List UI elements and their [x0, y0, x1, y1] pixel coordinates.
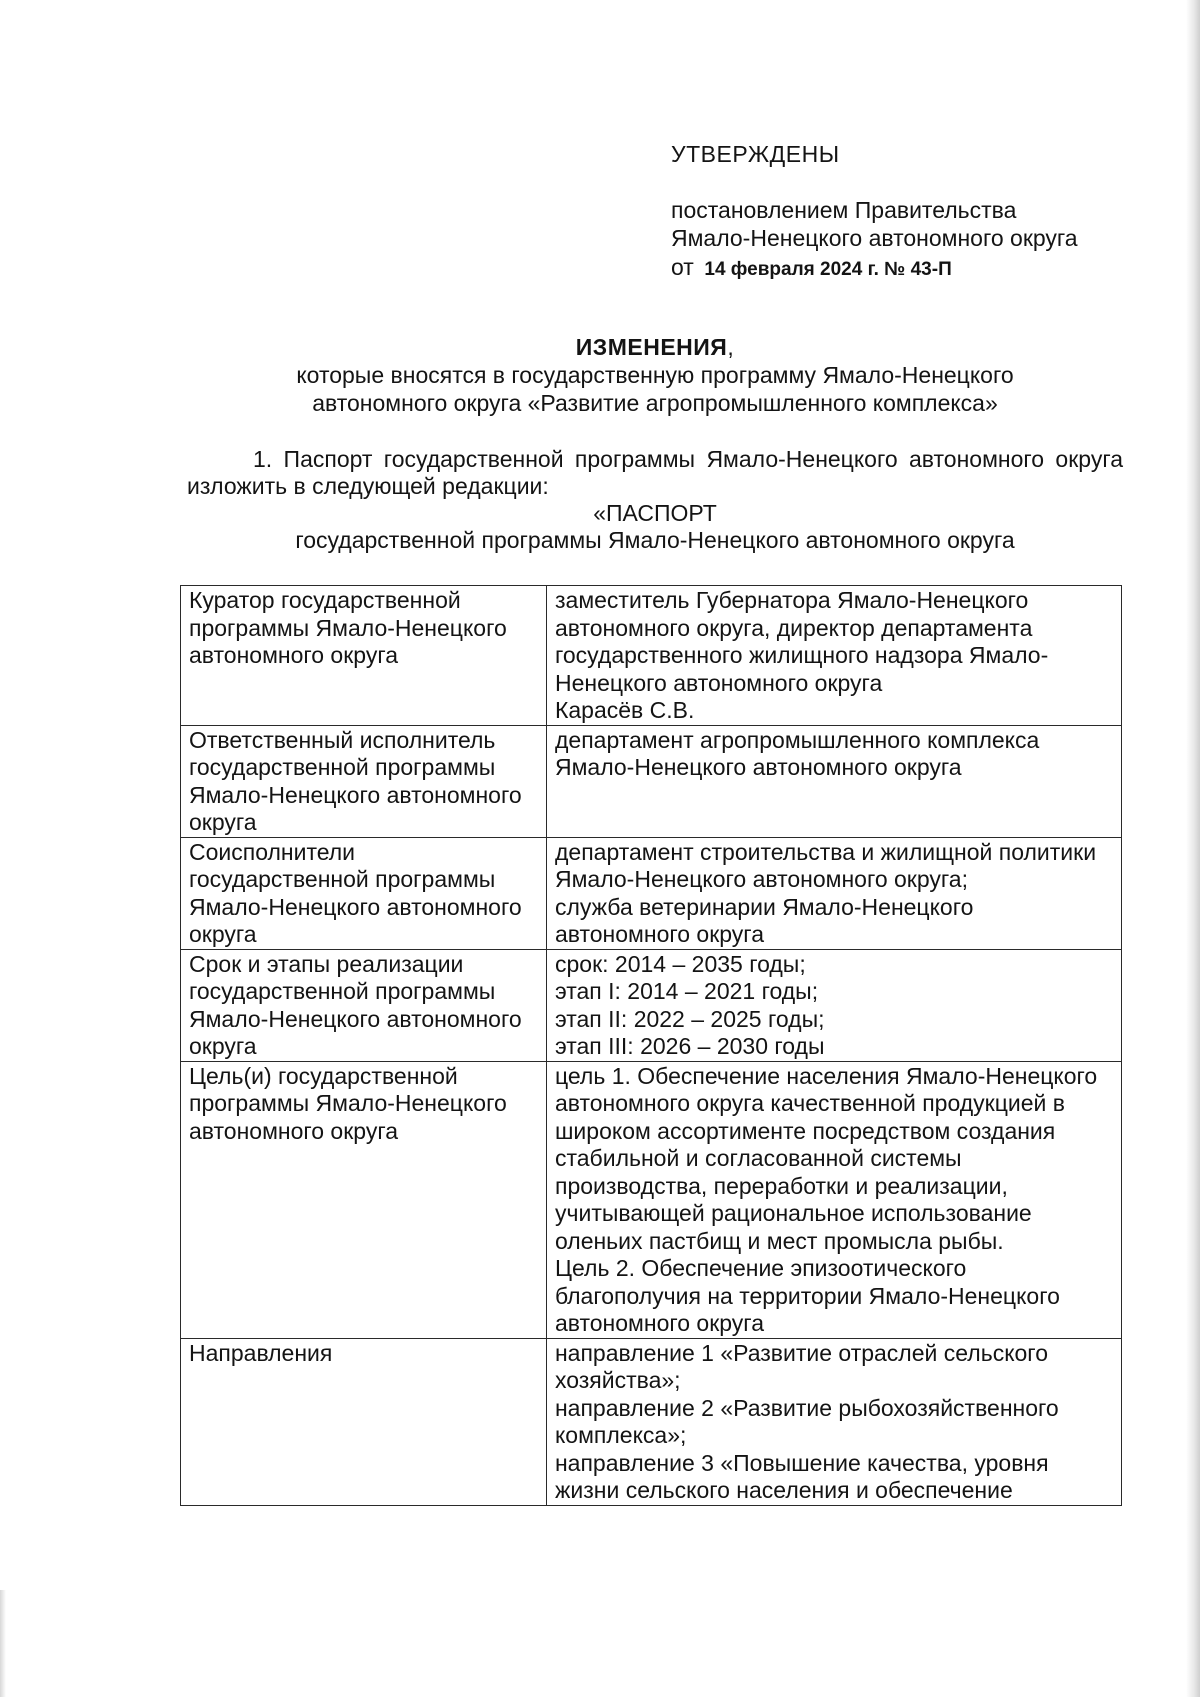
paragraph-1: 1. Паспорт государственной программы Ямало-Ненецкого автономного округа изложить в следующей редакции:	[187, 446, 1123, 499]
row-value	[546, 1061, 1121, 1338]
table-row	[181, 586, 1122, 726]
page-left-shadow	[0, 1590, 6, 1697]
passport-heading-1: «ПАСПОРТ	[593, 500, 717, 526]
date-value: 14 февраля 2024 г. № 43-П	[704, 259, 952, 280]
title-heading-line	[180, 333, 1130, 361]
row-value-line: этап II: 2022 – 2025 годы;	[554, 1005, 825, 1032]
row-value	[546, 725, 1121, 837]
row-value-line: департамент строительства и жилищной политики Ямало-Ненецкого автономного округа;	[554, 838, 1097, 892]
table-row	[181, 837, 1122, 949]
title-subline-1: которые вносятся в государственную программу Ямало-Ненецкого	[296, 362, 1014, 388]
row-value-line: служба ветеринарии Ямало-Ненецкого автономного округа	[554, 893, 974, 947]
row-value-line: этап I: 2014 – 2021 годы;	[554, 978, 819, 1004]
approval-block	[671, 140, 1141, 285]
row-value-line: направление 1 «Развитие отраслей сельского хозяйства»;	[554, 1339, 1048, 1393]
table-row	[181, 1338, 1122, 1505]
row-label: Срок и этапы реализации государственной программы Ямало-Ненецкого автономного округа	[181, 949, 547, 1061]
date-prefix: от	[671, 254, 694, 280]
approval-line-2: Ямало-Ненецкого автономного округа	[671, 225, 1078, 251]
title-subline-2: автономного округа «Развитие агропромышленного комплекса»	[312, 390, 998, 416]
document-title	[180, 333, 1130, 417]
paragraph-block	[187, 446, 1123, 554]
row-label: Куратор государственной программы Ямало-Ненецкого автономного округа	[181, 586, 547, 726]
row-label: Ответственный исполнитель государственной программы Ямало-Ненецкого автономного округа	[181, 725, 547, 837]
row-label: Цель(и) государственной программы Ямало-Ненецкого автономного округа	[181, 1061, 547, 1338]
row-value-line: Карасёв С.В.	[554, 697, 695, 723]
row-label: Соисполнители государственной программы Ямало-Ненецкого автономного округа	[181, 837, 547, 949]
row-label: Направления	[181, 1338, 547, 1505]
passport-table	[180, 585, 1122, 1506]
title-heading: ИЗМЕНЕНИЯ	[575, 334, 728, 360]
table-row	[181, 949, 1122, 1061]
title-heading-comma: ,	[727, 334, 735, 360]
row-value	[546, 837, 1121, 949]
row-value-line: направление 2 «Развитие рыбохозяйственного комплекса»;	[554, 1394, 1059, 1448]
passport-heading-2: государственной программы Ямало-Ненецкого автономного округа	[295, 527, 1015, 553]
table-row	[181, 725, 1122, 837]
row-value-line: срок: 2014 – 2035 годы;	[554, 950, 806, 977]
row-value-line: заместитель Губернатора Ямало-Ненецкого автономного округа, директор департамента государственного жилищного надзора Ямало-Ненецкого автономного округа	[554, 587, 1049, 696]
row-value-line: департамент агропромышленного комплекса Ямало-Ненецкого автономного округа	[554, 726, 1040, 780]
table-row	[181, 1061, 1122, 1338]
approved-heading: УТВЕРЖДЕНЫ	[671, 141, 840, 167]
approval-line-1: постановлением Правительства	[671, 197, 1017, 223]
row-value-line: этап III: 2026 – 2030 годы	[554, 1033, 825, 1059]
row-value	[546, 586, 1121, 726]
row-value	[546, 1338, 1121, 1505]
row-value-line: Цель 2. Обеспечение эпизоотического благополучия на территории Ямало-Ненецкого автономного округа	[554, 1255, 1060, 1336]
approval-date-line	[671, 252, 1141, 285]
row-value-line: направление 3 «Повышение качества, уровня жизни сельского населения и обеспечение	[554, 1449, 1049, 1503]
page-edge-shadow	[1186, 0, 1200, 1697]
row-value-line: цель 1. Обеспечение населения Ямало-Ненецкого автономного округа качественной продукцией в широком ассортименте посредством создания стабильной и согласованной системы производства, переработки и реализации, учитывающей рациональное использование оленьих пастбищ и мест промысла рыбы.	[554, 1062, 1098, 1254]
row-value	[546, 949, 1121, 1061]
